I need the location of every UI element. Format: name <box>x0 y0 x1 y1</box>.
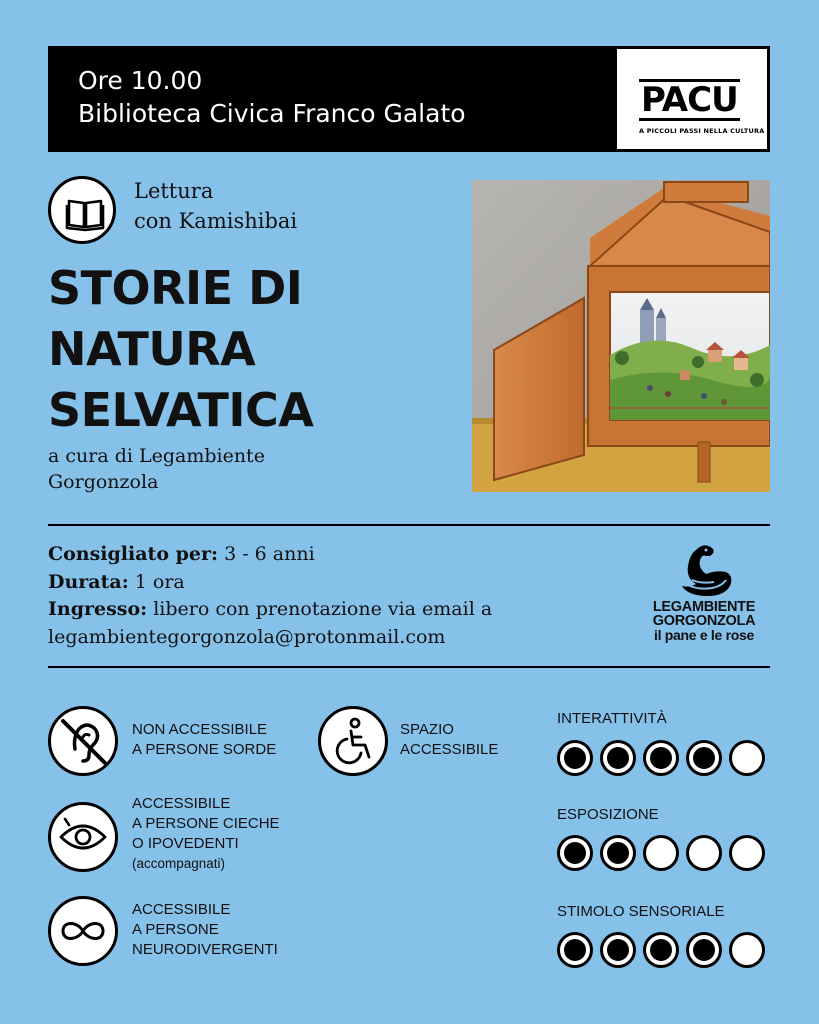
duration-value: 1 ora <box>128 570 185 593</box>
email-address[interactable]: legambientegorgonzola@protonmail.com <box>48 625 446 648</box>
duration-row <box>48 569 492 597</box>
pacu-logo-tagline: A PICCOLI PASSI NELLA CULTURA <box>639 127 765 135</box>
curated-by <box>48 443 265 495</box>
deaf-icon <box>48 706 118 776</box>
acc-blind-line2: A PERSONE CIECHE <box>132 815 280 832</box>
kamishibai-photo <box>472 180 770 492</box>
age-value: 3 - 6 anni <box>218 543 315 565</box>
header-text <box>78 64 466 130</box>
event-time: Ore 10.00 <box>78 66 203 95</box>
rating-dot-filled <box>643 932 679 968</box>
acc-blind-line4: (accompagnati) <box>132 856 226 871</box>
acc-neuro-line3: NEURODIVERGENTI <box>132 941 278 958</box>
event-type-line1: Lettura <box>134 179 214 203</box>
acc-neuro-label <box>132 900 278 960</box>
rating-dot-empty <box>729 932 765 968</box>
acc-deaf-line2: A PERSONE SORDE <box>132 741 277 758</box>
rating-label-sensory: STIMOLO SENSORIALE <box>557 903 725 920</box>
rating-dot-filled <box>557 835 593 871</box>
acc-space-line1: SPAZIO <box>400 721 454 738</box>
entry-row <box>48 596 492 624</box>
rating-dots-exposure <box>557 835 765 871</box>
acc-neuro-line2: A PERSONE <box>132 921 219 938</box>
acc-blind-line1: ACCESSIBILE <box>132 795 231 812</box>
acc-blind-label <box>132 794 280 874</box>
event-type <box>134 176 297 236</box>
event-title-line3: SELVATICA <box>48 383 314 437</box>
acc-space-line2: ACCESSIBILE <box>400 741 499 758</box>
legambiente-line3: il pane e le rose <box>654 627 754 643</box>
event-title-line1: STORIE DI <box>48 261 303 315</box>
rating-dots-sensory <box>557 932 765 968</box>
rating-dot-empty <box>729 740 765 776</box>
rating-dot-filled <box>686 740 722 776</box>
eye-icon <box>48 802 118 872</box>
rating-dot-filled <box>686 932 722 968</box>
acc-blind-line3: O IPOVEDENTI <box>132 835 239 852</box>
entry-value: libero con prenotazione via email a <box>147 598 493 620</box>
legambiente-logo <box>636 540 776 650</box>
acc-deaf-line1: NON ACCESSIBILE <box>132 721 268 738</box>
age-row <box>48 541 492 569</box>
acc-space-label <box>400 720 498 760</box>
curated-line1: a cura di Legambiente <box>48 445 265 467</box>
book-icon <box>48 176 116 244</box>
rating-dot-empty <box>729 835 765 871</box>
rating-label-exposure: ESPOSIZIONE <box>557 806 659 823</box>
rating-dot-filled <box>600 835 636 871</box>
event-details <box>48 541 492 651</box>
event-title <box>48 258 313 441</box>
infinity-icon <box>48 896 118 966</box>
divider-bottom <box>48 666 770 668</box>
pacu-logo-mark: PACU <box>641 80 738 120</box>
rating-dot-filled <box>557 740 593 776</box>
rating-label-interactivity: INTERATTIVITÀ <box>557 710 667 727</box>
duration-label: Durata: <box>48 570 129 593</box>
age-label: Consigliato per: <box>48 543 219 565</box>
wheelchair-icon <box>318 706 388 776</box>
pacu-logo <box>617 49 767 149</box>
curated-line2: Gorgonzola <box>48 471 159 493</box>
acc-neuro-line1: ACCESSIBILE <box>132 901 231 918</box>
header-bar <box>48 46 770 152</box>
event-title-line2: NATURA <box>48 322 256 376</box>
event-type-line2: con Kamishibai <box>134 209 298 233</box>
legambiente-text <box>636 600 772 642</box>
rating-dot-filled <box>600 932 636 968</box>
entry-label: Ingresso: <box>48 598 148 620</box>
legambiente-line2: GORGONZOLA <box>652 613 756 629</box>
rating-dot-filled <box>600 740 636 776</box>
rating-dot-empty <box>643 835 679 871</box>
swan-icon <box>676 542 736 600</box>
rating-dot-filled <box>557 932 593 968</box>
rating-dot-empty <box>686 835 722 871</box>
rating-dots-interactivity <box>557 740 765 776</box>
legambiente-line1: LEGAMBIENTE <box>652 599 756 615</box>
divider-top <box>48 524 770 526</box>
event-venue: Biblioteca Civica Franco Galato <box>78 99 466 128</box>
rating-dot-filled <box>643 740 679 776</box>
acc-deaf-label <box>132 720 276 760</box>
